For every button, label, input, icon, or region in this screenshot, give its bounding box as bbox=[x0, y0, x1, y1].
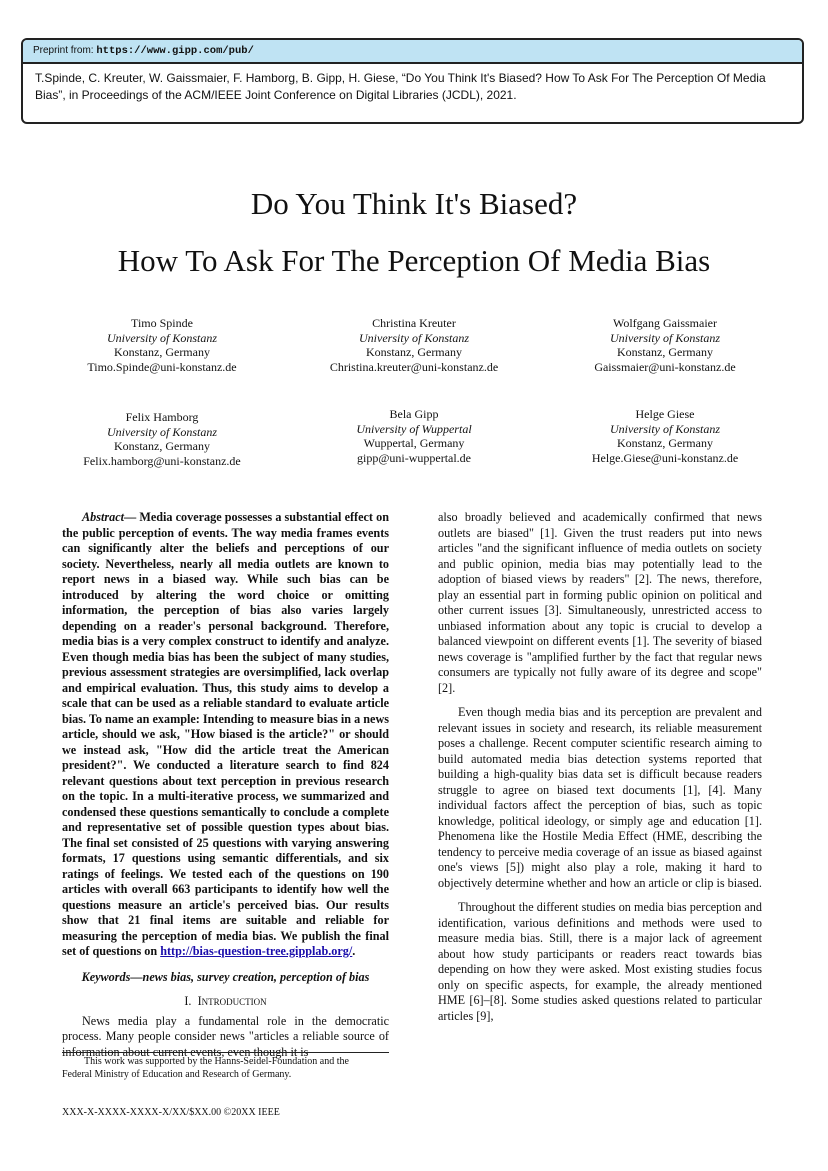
author-block bbox=[304, 316, 524, 374]
author-location: Konstanz, Germany bbox=[114, 439, 210, 453]
author-location: Konstanz, Germany bbox=[114, 345, 210, 359]
intro-paragraph: News media play a fundamental role in the democratic process. Many people consider news "articles a reliable source of information about current events, even though it is bbox=[62, 1013, 389, 1059]
author-affiliation: University of Konstanz bbox=[610, 330, 720, 345]
author-location: Konstanz, Germany bbox=[617, 345, 713, 359]
paper-title-line2: How To Ask For The Perception Of Media Bias bbox=[117, 243, 711, 278]
section-title: Introduction bbox=[197, 994, 267, 1008]
author-block bbox=[52, 410, 272, 468]
preprint-label: Preprint from: bbox=[33, 45, 94, 56]
paper-title-line1: Do You Think It's Biased? bbox=[250, 186, 578, 221]
right-column bbox=[438, 510, 762, 1024]
author-name: Wolfgang Gaissmaier bbox=[612, 316, 717, 330]
preprint-header bbox=[23, 40, 802, 64]
author-name: Christina Kreuter bbox=[372, 316, 456, 330]
author-name: Felix Hamborg bbox=[125, 410, 199, 424]
body-paragraph: Even though media bias and its perception are prevalent and relevant issues in society and research, its reliable measurement poses a challenge. Recent computer scientific research aiming to build automated media bias detection systems reported that building a high-quality bias data set is difficult because readers struggle to agree on biased text documents [1], [4]. Many individual factors affect the perception of bias, such as topic knowledge, political ideology, or simply age and education [1]. Phenomena like the Hostile Media Effect (HME, describing the tendency to perceive media coverage of an issue as biased against one's views [5]) might also play a role, making it hard to objectively determine whether and how an article or clip is biased. bbox=[438, 705, 762, 890]
abstract-text: Media coverage possesses a substantial effect on the public perception of events. The way media frames events can significantly alter the beliefs and perceptions of our society. Nevertheless, nearly all media outlets are known to report news in a biased way. While such bias can be introduced by altering the word choice or omitting information, the perception of bias also varies largely depending on a reader's personal background. Therefore, media bias is a very complex construct to identify and analyze. Even though media bias has been the subject of many studies, previous assessment strategies are oversimplified, lack overlap and empirical evaluation. Thus, this study aims to develop a scale that can be used as a reliable standard to evaluate article bias. To name an example: Intending to measure bias in a news article, should we ask, "How biased is the article?" or should we instead ask, "How did the article treat the American president?". We conducted a literature search to find 824 relevant questions about text perception in previous research on the topic. In a multi-iterative process, we summarized and condensed these questions semantically to conclude a complete and representative set of possible question types about bias. The final set consisted of 25 questions with varying answering formats, 17 questions using semantic differentials, and six ratings of feelings. We tested each of the questions on 190 articles with overall 663 participants to identify how well the questions measure an article's perceived bias. Our results show that 21 final items are suitable and reliable for measuring the perception of media bias. We publish the final set of questions on bbox=[62, 510, 389, 958]
author-email: Timo.Spinde@uni-konstanz.de bbox=[87, 359, 237, 374]
author-location: Konstanz, Germany bbox=[366, 345, 462, 359]
author-email: Helge.Giese@uni-konstanz.de bbox=[591, 450, 739, 465]
bias-question-tree-link[interactable]: http://bias-question-tree.gipplab.org/ bbox=[160, 944, 353, 958]
author-email: Gaissmaier@uni-konstanz.de bbox=[594, 359, 736, 374]
abstract-label: Abstract bbox=[82, 510, 124, 524]
author-affiliation: University of Konstanz bbox=[359, 330, 469, 345]
body-paragraph: Throughout the different studies on media bias perception and identification, various definitions and methods were used to measure media bias. Still, there is a major lack of agreement about how study participants or readers react towards bias depending on how they were asked. Most existing studies focus only on specific aspects, for example, the already mentioned HME [6]–[8]. Some studies asked questions related to particular articles [9], bbox=[438, 900, 762, 1023]
keywords: Keywords—news bias, survey creation, perception of bias bbox=[81, 969, 370, 984]
author-name: Bela Gipp bbox=[389, 407, 439, 421]
author-affiliation: University of Konstanz bbox=[107, 424, 217, 439]
author-block bbox=[555, 407, 775, 465]
footnote bbox=[62, 1055, 389, 1081]
author-affiliation: University of Konstanz bbox=[107, 330, 217, 345]
section-number: I. bbox=[184, 994, 192, 1008]
abstract-end: . bbox=[352, 944, 356, 958]
author-name: Helge Giese bbox=[635, 407, 695, 421]
footnote-line: This work was supported by the Hanns-Seidel-Foundation and the bbox=[84, 1056, 349, 1067]
author-email: Felix.hamborg@uni-konstanz.de bbox=[83, 453, 241, 468]
author-name: Timo Spinde bbox=[131, 316, 193, 330]
author-block bbox=[52, 316, 272, 374]
author-location: Wuppertal, Germany bbox=[363, 436, 465, 450]
author-location: Konstanz, Germany bbox=[617, 436, 713, 450]
author-affiliation: University of Konstanz bbox=[610, 421, 720, 436]
citation-text: T.Spinde, C. Kreuter, W. Gaissmaier, F. Hamborg, B. Gipp, H. Giese, “Do You Think It's Biased? How To Ask For The Perception Of Media Bias”, in Proceedings of the ACM/IEEE Joint Conference on Digital Libraries (JCDL), 2021. bbox=[35, 71, 766, 102]
body-paragraph: also broadly believed and academically confirmed that news outlets are biased" [1]. Given the trust readers put into news articles "and the significant influence of media outlets on society and public opinion, media bias may potentially lead to the adoption of biased views by readers" [2]. The news, therefore, play an essential part in forming public opinion on political and other current issues [3]. Simultaneously, unrestricted access to unbiased information about any topic is crucial to develop a balanced viewpoint on different events [1]. The severity of biased news coverage is "amplified further by the fact that regular news consumers are typically not fully aware of its degree and scope" [2]. bbox=[438, 510, 762, 695]
left-column bbox=[62, 510, 389, 1060]
preprint-box bbox=[21, 38, 804, 124]
section-heading bbox=[62, 994, 389, 1010]
copyright-line: XXX-X-XXXX-XXXX-X/XX/$XX.00 ©20XX IEEE bbox=[62, 1107, 280, 1118]
author-block bbox=[555, 316, 775, 374]
abstract-dash: — bbox=[123, 510, 140, 524]
preprint-url-link[interactable]: https://www.gipp.com/pub/ bbox=[96, 45, 254, 57]
footnote-line: Federal Ministry of Education and Research of Germany. bbox=[62, 1069, 292, 1080]
author-email: gipp@uni-wuppertal.de bbox=[356, 450, 472, 465]
abstract bbox=[62, 510, 389, 960]
footnote-divider bbox=[62, 1052, 389, 1053]
author-affiliation: University of Wuppertal bbox=[356, 421, 472, 436]
author-email: Christina.kreuter@uni-konstanz.de bbox=[329, 359, 499, 374]
author-block bbox=[304, 407, 524, 465]
